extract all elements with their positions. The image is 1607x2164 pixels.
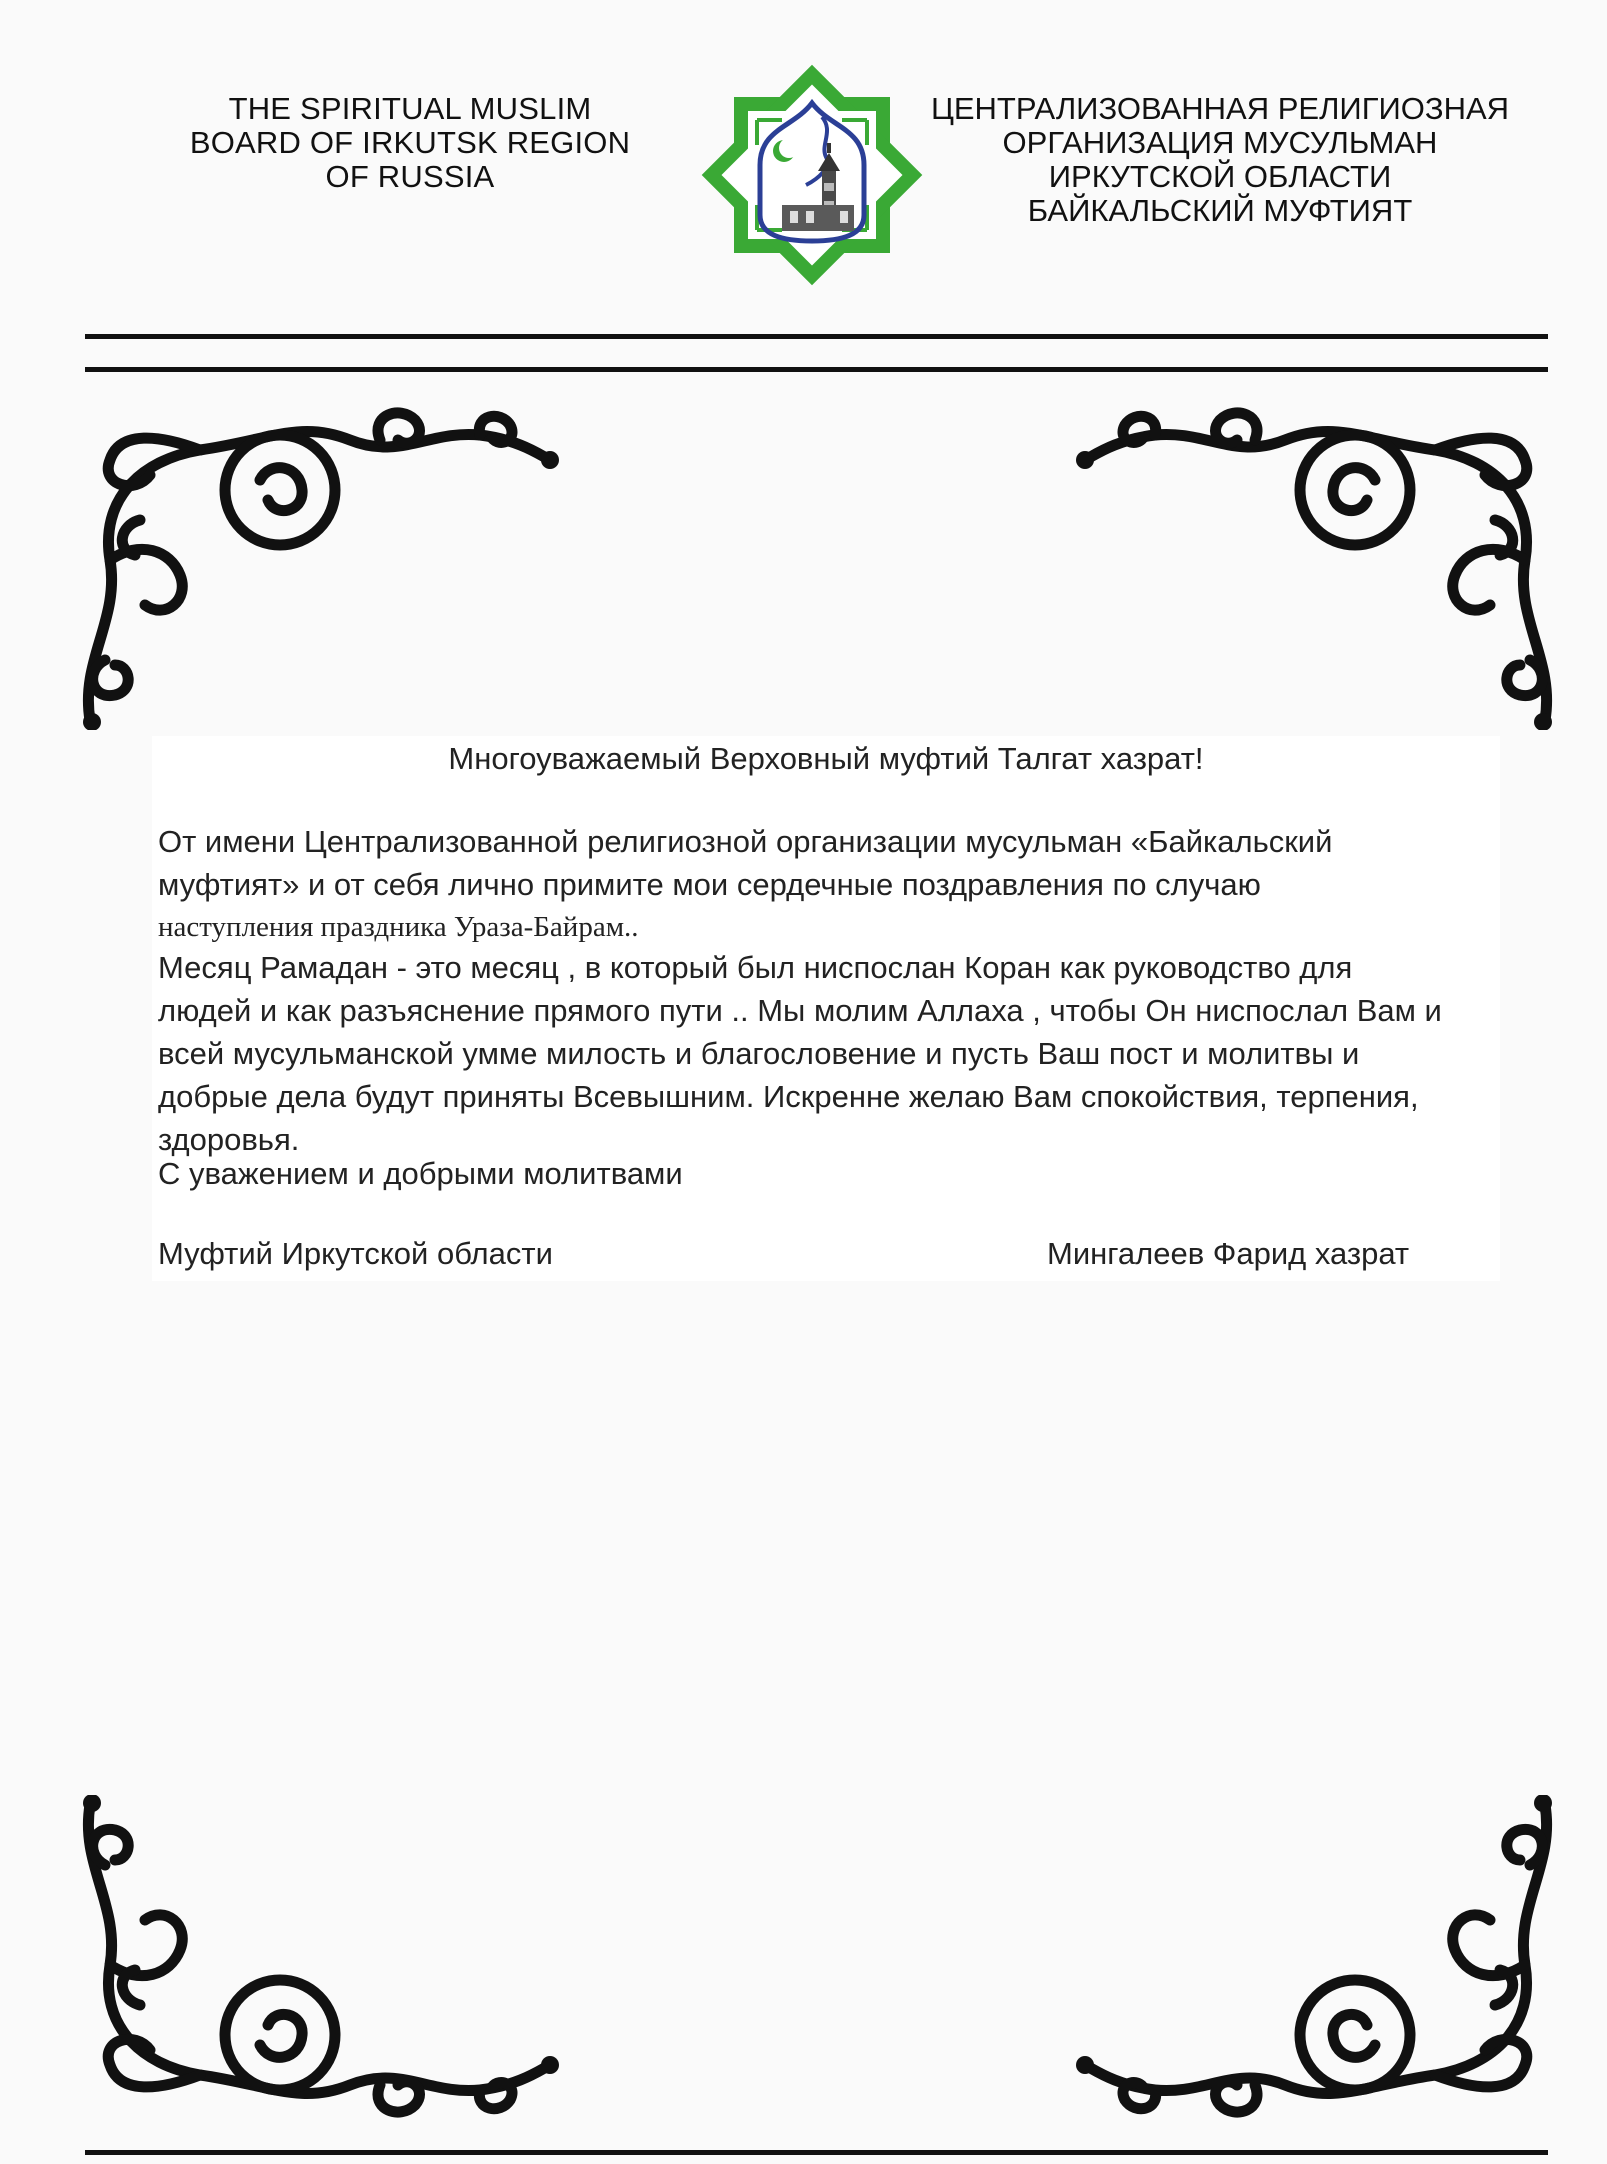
paragraph-line: всей мусульманской умме милость и благословение и пусть Ваш пост и молитвы и [158,1036,1360,1071]
letter-body [152,736,1500,1281]
paragraph-line: муфтият» и от себя лично примите мои сердечные поздравления по случаю [158,867,1261,902]
org-ru-line: ОРГАНИЗАЦИЯ МУСУЛЬМАН [1002,125,1438,160]
org-ru-line: ЦЕНТРАЛИЗОВАННАЯ РЕЛИГИОЗНАЯ [930,91,1510,126]
muftiate-logo [700,60,925,290]
org-en-line: OF RUSSIA [325,159,495,194]
paragraph-line: Месяц Рамадан - это месяц , в который был ниспослан Коран как руководство для [158,950,1353,985]
org-name-russian [920,92,1520,228]
greeting-paragraph [158,820,1332,949]
org-en-line: BOARD OF IRKUTSK REGION [189,125,631,160]
paragraph-line: добрые дела будут приняты Всевышним. Искренне желаю Вам спокойствия, терпения, [158,1079,1419,1114]
org-en-line: THE SPIRITUAL MUSLIM [228,91,592,126]
signature-name: Мингалеев Фарид хазрат [1047,1236,1410,1271]
ramadan-paragraph [158,946,1442,1161]
paragraph-line: От имени Централизованной религиозной организации мусульман «Байкальский [158,824,1333,859]
header-divider-bottom [85,367,1548,372]
corner-ornament-bottom-right [1065,1795,1555,2125]
org-ru-line: ИРКУТСКОЙ ОБЛАСТИ [1048,159,1392,194]
paragraph-line: наступления праздника Ураза-Байрам.. [158,911,639,943]
org-ru-line: БАЙКАЛЬСКИЙ МУФТИЯТ [1027,193,1413,228]
paragraph-line: людей и как разъяснение прямого пути .. Мы молим Аллаха , чтобы Он ниспослал Вам и [158,993,1442,1028]
header-divider-top [85,334,1548,339]
org-name-english [160,92,660,194]
salutation: Многоуважаемый Верховный муфтий Талгат хазрат! [448,741,1204,776]
paragraph-line: здоровья. [158,1122,300,1157]
signature-title: Муфтий Иркутской области [158,1236,553,1271]
corner-ornament-top-right [1065,400,1555,730]
corner-ornament-top-left [80,400,570,730]
corner-ornament-bottom-left [80,1795,570,2125]
footer-divider [85,2150,1548,2155]
closing-line: С уважением и добрыми молитвами [158,1156,683,1191]
